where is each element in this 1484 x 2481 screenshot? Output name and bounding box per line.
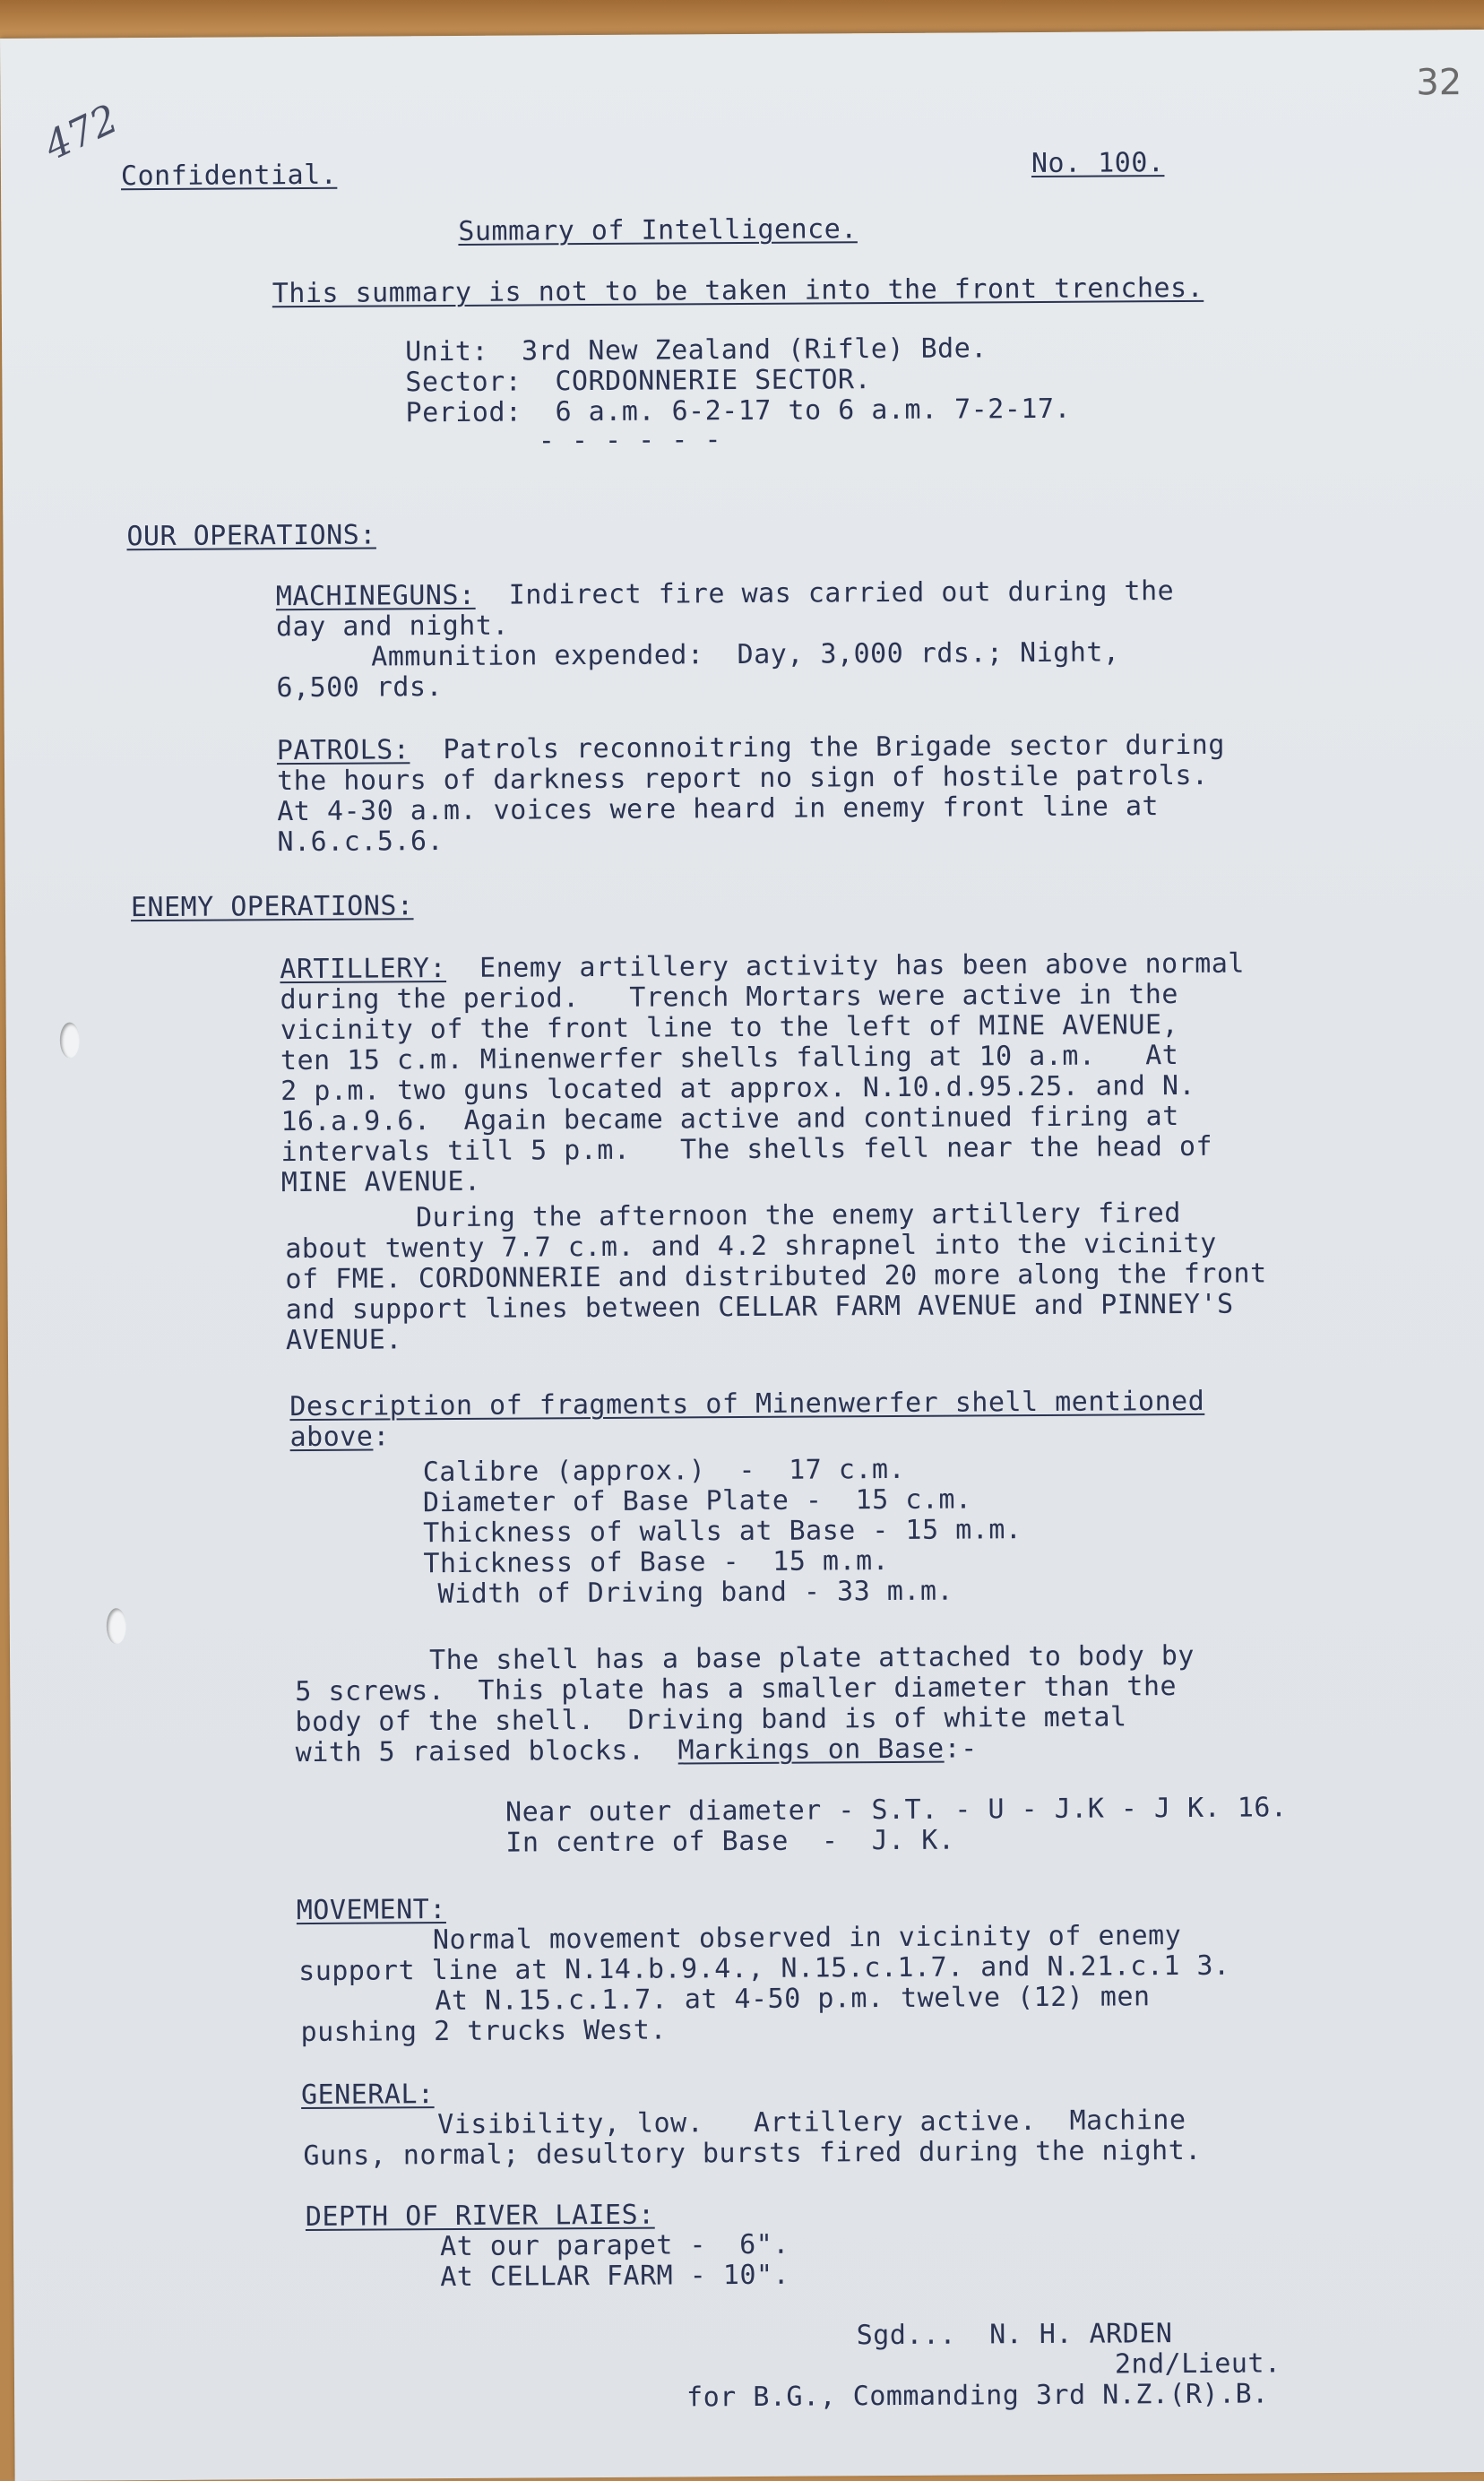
enemy-operations-heading: ENEMY OPERATIONS: [130, 890, 414, 924]
description-heading-cont [289, 1422, 390, 1453]
patrols-line1: Patrols reconnoitring the Brigade sector during [443, 729, 1225, 766]
artillery-line8: MINE AVENUE. [280, 1165, 481, 1199]
document-number: No. 100. [1031, 147, 1165, 180]
signature-command: for B.G., Commanding 3rd N.Z.(R).B. [686, 2378, 1269, 2414]
artillery-line2: during the period. Trench Mortars were active in the [280, 979, 1178, 1016]
punch-hole-top [60, 1023, 80, 1059]
artillery-line9: During the afternoon the enemy artillery fired [415, 1197, 1181, 1234]
divider: - - - - - - [538, 424, 722, 457]
markings-centre: In centre of Base - J. K. [505, 1824, 955, 1859]
punch-hole-bottom [107, 1608, 126, 1644]
artillery-line10: about twenty 7.7 c.m. and 4.2 shrapnel into the vicinity [285, 1227, 1217, 1266]
patrols-line4: N.6.c.5.6. [277, 826, 444, 859]
calibre-line: Calibre (approx.) - 17 c.m. [422, 1453, 906, 1489]
description-heading-above: above [289, 1421, 374, 1454]
shell-para3: body of the shell. Driving band is of white metal [295, 1701, 1127, 1739]
general-label: GENERAL: [300, 2079, 435, 2112]
artillery-line5: 2 p.m. two guns located at approx. N.10.d.95.25. and N. [280, 1069, 1196, 1108]
artillery-line1: Enemy artillery activity has been above normal [479, 947, 1246, 984]
page-number: 32 [1416, 62, 1462, 104]
shell-para2: 5 screws. This plate has a smaller diameter than the [295, 1671, 1178, 1708]
artillery-line3: vicinity of the front line to the left of MINE AVENUE, [280, 1009, 1179, 1047]
base-line: Thickness of Base - 15 m.m. [423, 1545, 890, 1580]
artillery-label: ARTILLERY: [280, 953, 447, 986]
machineguns-line4: 6,500 rds. [276, 671, 444, 705]
machineguns-line2: day and night. [275, 609, 510, 644]
page-title: Summary of Intelligence. [458, 213, 858, 247]
description-heading-colon: : [373, 1421, 391, 1453]
general-line2: Guns, normal; desultory bursts fired during the night. [303, 2134, 1202, 2173]
machineguns-label: MACHINEGUNS: [275, 579, 476, 613]
band-line: Width of Driving band - 33 m.m. [437, 1575, 954, 1611]
signature-rank: 2nd/Lieut. [1114, 2347, 1281, 2381]
shell-para4: with 5 raised blocks. [295, 1734, 645, 1769]
patrols-label: PATROLS: [276, 734, 410, 767]
artillery-line7: intervals till 5 p.m. The shells fell near the head of [280, 1130, 1213, 1169]
markings-label: Markings on Base [677, 1733, 945, 1767]
signature-name: Sgd... N. H. ARDEN [856, 2318, 1173, 2352]
machineguns-line1: Indirect fire was carried out during the [508, 575, 1175, 611]
artillery-line4: ten 15 c.m. Minenwerfer shells falling at 10 a.m. At [280, 1040, 1179, 1077]
movement-line1: Normal movement observed in vicinity of enemy [432, 1920, 1182, 1957]
markings-suffix: :- [944, 1733, 978, 1765]
walls-line: Thickness of walls at Base - 15 m.m. [423, 1514, 1022, 1550]
patrols-line2: the hours of darkness report no sign of hostile patrols. [276, 759, 1209, 798]
document-page [0, 30, 1484, 2481]
general-line1: Visibility, low. Artillery active. Machine [437, 2105, 1186, 2141]
shell-para4-line [296, 1733, 978, 1768]
shell-para1: The shell has a base plate attached to body by [428, 1639, 1195, 1677]
artillery-line11: of FME. CORDONNERIE and distributed 20 more along the front [285, 1258, 1267, 1296]
artillery-line6: 16.a.9.6. Again became active and continued firing at [280, 1101, 1179, 1138]
artillery-line13: AVENUE. [285, 1324, 402, 1357]
markings-outer: Near outer diameter - S.T. - U - J.K - J K. 16. [505, 1792, 1288, 1828]
river-line1: At our parapet - 6". [439, 2228, 789, 2263]
movement-line3: At N.15.c.1.7. at 4-50 p.m. twelve (12) men [435, 1981, 1151, 2018]
machineguns-line3: Ammunition expended: Day, 3,000 rds.; Night, [371, 636, 1120, 673]
sector-line: Sector: CORDONNERIE SECTOR. [405, 364, 872, 399]
movement-line4: pushing 2 trucks West. [300, 2014, 668, 2049]
river-label: DEPTH OF RIVER LAIES: [305, 2199, 655, 2234]
movement-line2: support line at N.14.b.9.4., N.15.c.1.7. and N.21.c.1 3. [298, 1949, 1230, 1988]
folio-number: 472 [37, 95, 125, 170]
description-heading: Description of fragments of Minenwerfer shell mentioned [289, 1385, 1205, 1423]
our-operations-heading: OUR OPERATIONS: [126, 519, 376, 553]
patrols-line3: At 4-30 a.m. voices were heard in enemy front line at [277, 791, 1160, 828]
machineguns-paragraph [276, 576, 1175, 612]
river-line2: At CELLAR FARM - 10". [440, 2259, 790, 2294]
diameter-line: Diameter of Base Plate - 15 c.m. [422, 1483, 972, 1519]
movement-label: MOVEMENT: [296, 1894, 446, 1927]
unit-line: Unit: 3rd New Zealand (Rifle) Bde. [405, 333, 988, 368]
subtitle: This summary is not to be taken into the front trenches. [272, 272, 1204, 310]
artillery-line12: and support lines between CELLAR FARM AVENUE and PINNEY'S [285, 1288, 1234, 1327]
classification: Confidential. [120, 159, 338, 193]
period-line: Period: 6 a.m. 6-2-17 to 6 a.m. 7-2-17. [405, 393, 1072, 429]
